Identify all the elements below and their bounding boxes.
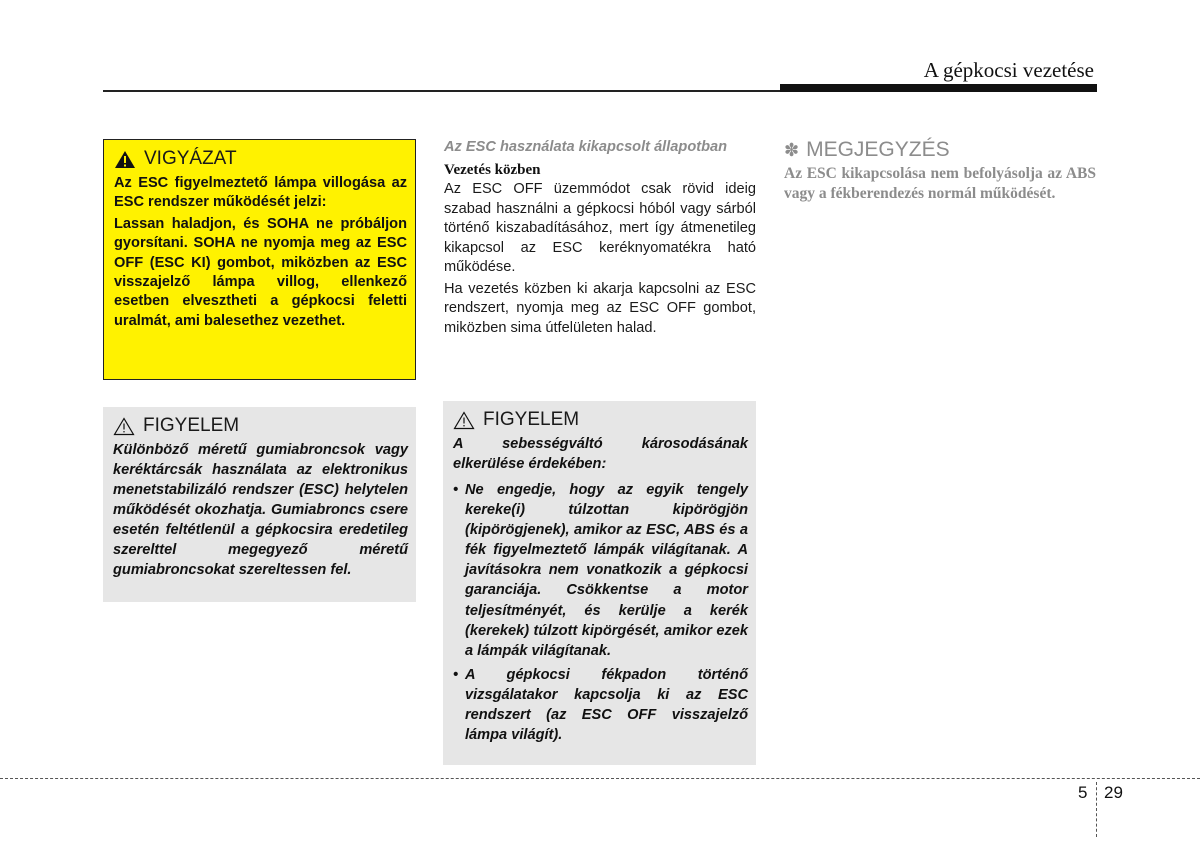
caution-bullet-list (453, 480, 748, 745)
section-number: 5 (1078, 783, 1088, 802)
bullet-icon: • (453, 482, 459, 498)
caution-text: Különböző méretű gumiabroncsok vagy keréktárcsák használata az elektronikus menetstabilizáló rendszer (ESC) helytelen működését okozhatja. Gumiabroncs csere esetén feltétlenül a gépkocsira eredetileg szerelttel megegyező méretű gumiabroncsokat szereltessen fel. (113, 442, 408, 578)
warning-box (103, 139, 416, 380)
body-paragraph: Az ESC OFF üzemmódot csak rövid ideig szabad használni a gépkocsi hóból vagy sárból történő kiszabadításához, mert így átmenetileg kikapcsol az ESC keréknyomatékra ható működése. (444, 181, 756, 275)
caution-intro: A sebességváltó károsodásának elkerülése érdekében: (453, 436, 748, 472)
esc-off-section (444, 138, 756, 340)
caution-box-transmission (443, 401, 756, 765)
note-heading-text: MEGJEGYZÉS (806, 138, 950, 161)
page-header-title: A gépkocsi vezetése (923, 58, 1094, 82)
caution-heading-text: FIGYELEM (143, 415, 240, 436)
note-section (784, 138, 1096, 204)
caution-heading-text: FIGYELEM (483, 409, 580, 430)
note-text: Az ESC kikapcsolása nem befolyásolja az ABS vagy a fékberendezés normál működését. (784, 165, 1096, 202)
asterisk-icon: ✽ (784, 139, 800, 160)
list-item (453, 665, 748, 745)
note-heading (784, 138, 1096, 162)
bullet-icon: • (453, 666, 459, 683)
subheading: Vezetés közben (444, 162, 541, 178)
page-number: 29 (1104, 783, 1123, 802)
caution-heading (453, 409, 748, 431)
footer-vertical-divider (1096, 782, 1097, 837)
warning-triangle-icon (114, 150, 136, 169)
section-title: Az ESC használata kikapcsolt állapotban (444, 139, 728, 155)
warning-paragraph: Az ESC figyelmeztető lámpa villogása az ESC rendszer működését jelzi: (114, 175, 407, 211)
caution-triangle-icon (453, 411, 475, 430)
caution-box (103, 407, 416, 602)
warning-heading-text: VIGYÁZAT (144, 148, 237, 169)
list-item-text: A gépkocsi fékpadon történő vizsgálatakor kapcsolja ki az ESC rendszert (az ESC OFF visszajelző lámpa világít). (465, 666, 748, 744)
caution-triangle-icon (113, 417, 135, 436)
list-item (453, 480, 748, 661)
footer-divider (0, 778, 1200, 779)
warning-paragraph: Lassan haladjon, és SOHA ne próbáljon gyorsítani. SOHA ne nyomja meg az ESC OFF (ESC KI) gombot, miközben az ESC visszajelző lámpa villog, ellenkező esetben elvesztheti a gépkocsi feletti uralmát, ami balesethez vezethet. (114, 215, 407, 329)
warning-heading (114, 148, 407, 170)
caution-heading (113, 415, 408, 437)
body-paragraph: Ha vezetés közben ki akarja kapcsolni az ESC rendszert, nyomja meg az ESC OFF gombot, miközben sima útfelületen halad. (444, 280, 756, 336)
list-item-text: Ne engedje, hogy az egyik tengely kereke(i) túlzottan kipörögjön (kipörögjenek), amikor az ESC, ABS és a fék figyelmeztető lámpák világítanak. A javításokra nem vonatkozik a gépkocsi garanciája. Csökkentse a motor teljesítményét, és kerülje a kerék (kerekek) túlzott kipörgését, amikor ezek a lámpák világítanak. (465, 482, 748, 659)
header-rule-thick (780, 84, 1097, 92)
